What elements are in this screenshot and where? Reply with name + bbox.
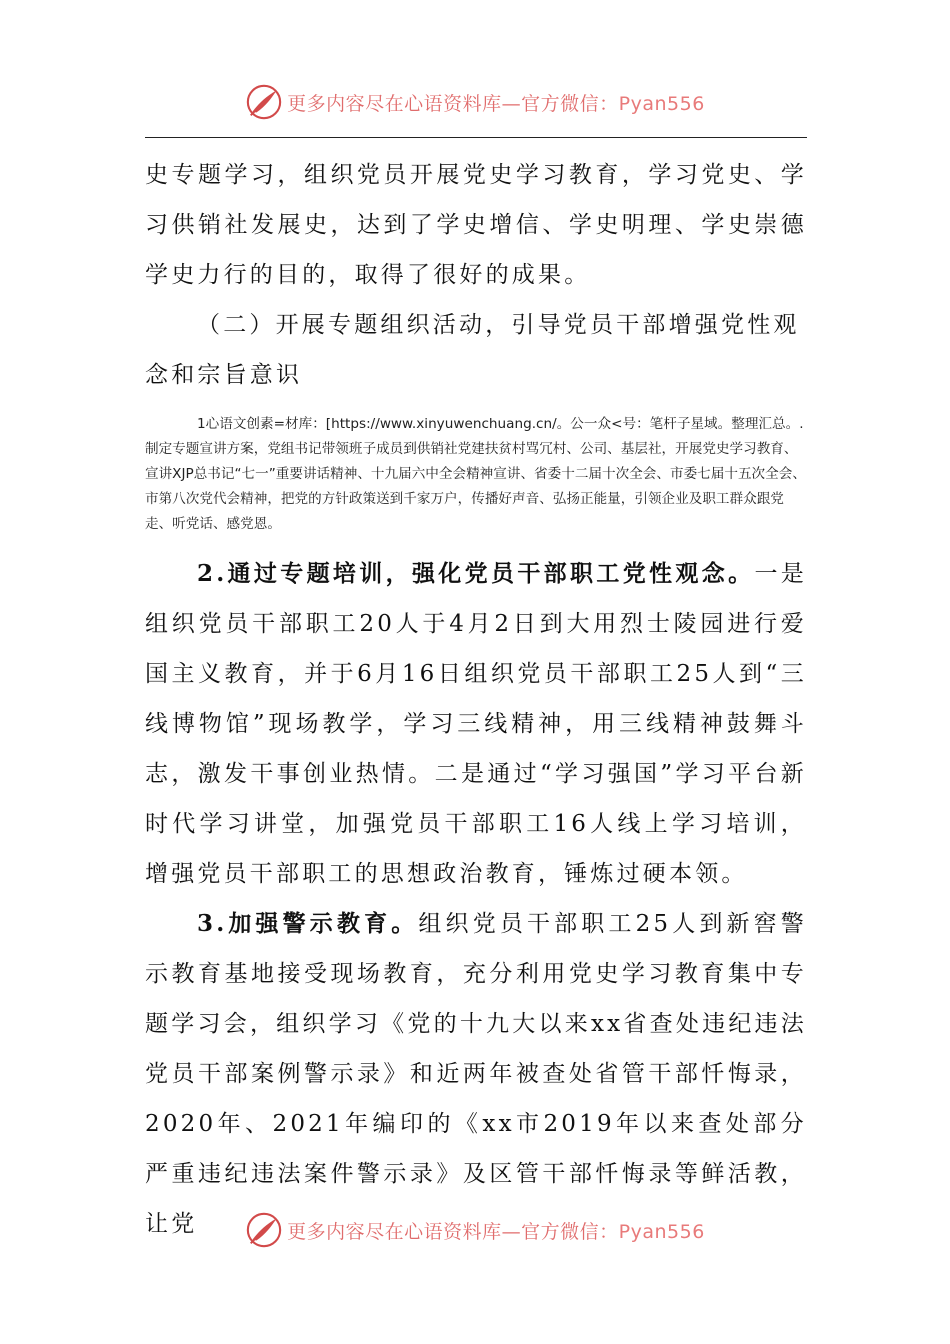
item-2-paragraph <box>145 549 807 899</box>
small-note-paragraph: 1心语文创素=材库：[https://www.xinyuwenchuang.cn/。公一众<号：笔杆子星域。整理汇总。.制定专题宣讲方案，党组书记带领班子成员到供销社党建扶贫村骂冗村、公司、基层社，开展党史学习教育、宣讲XJP总书记“七一”重要讲话精神、十九届六中全会精神宣讲、省委十二届十次全会、市委七届十五次全会、市第八次党代会精神，把党的方针政策送到千家万户，传播好声音、弘扬正能量，引领企业及职工群众跟党走、听党话、感党恩。 <box>145 416 806 532</box>
section-heading-2: （二）开展专题组织活动，引导党员干部增强党性观念和宗旨意识 <box>145 312 800 388</box>
document-body <box>145 150 807 1249</box>
footer-banner <box>0 1208 950 1252</box>
banner-text: 更多内容尽在心语资料库—官方微信：Pyan556 <box>287 1220 705 1243</box>
item-2-text: 一是组织党员干部职工20人于4月2日到大用烈士陵园进行爱国主义教育，并于6月16日组织党员干部职工25人到“三线博物馆”现场教学，学习三线精神，用三线精神鼓舞斗志，激发干事创业热情。二是通过“学习强国”学习平台新时代学习讲堂，加强党员干部职工16人线上学习培训，增强党员干部职工的思想政治教育，锤炼过硬本领。 <box>145 561 807 887</box>
item-3-text: 组织党员干部职工25人到新窖警示教育基地接受现场教育，充分利用党史学习教育集中专题学习会，组织学习《党的十九大以来xx省查处违纪违法党员干部案例警示录》和近两年被查处省管干部忏悔录，2020年、2021年编印的《xx市2019年以来查处部分严重违纪违法案件警示录》及区管干部忏悔录等鲜活教，让党 <box>145 911 807 1237</box>
quill-logo-icon <box>245 83 283 121</box>
banner-handle: Pyan556 <box>618 92 705 115</box>
paragraph-1: 史专题学习，组织党员开展党史学习教育，学习党史、学习供销社发展史，达到了学史增信、学史明理、学史崇德学史力行的目的，取得了很好的成果。 <box>145 162 807 288</box>
item-2-title: 2.通过专题培训，强化党员干部职工党性观念。 <box>197 560 755 587</box>
header-rule <box>145 137 807 138</box>
quill-logo-icon <box>245 1211 283 1249</box>
banner-handle: Pyan556 <box>618 1220 705 1243</box>
banner-text: 更多内容尽在心语资料库—官方微信：Pyan556 <box>287 92 705 115</box>
item-3-paragraph <box>145 899 807 1249</box>
header-banner <box>0 80 950 124</box>
item-3-title: 3.加强警示教育。 <box>197 910 419 937</box>
